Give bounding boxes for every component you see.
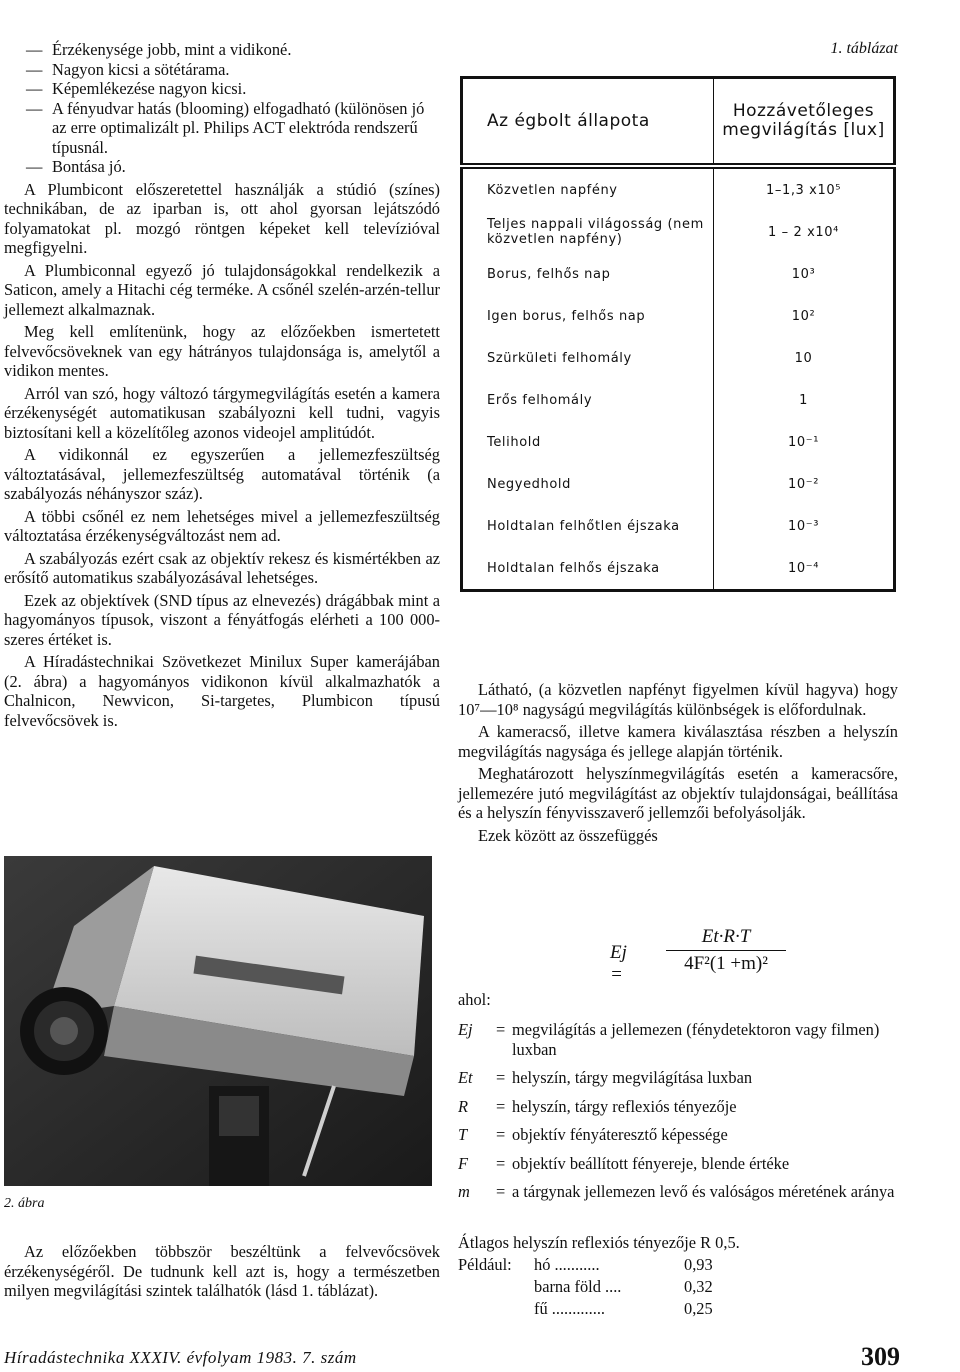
paragraph: Arról van szó, hogy változó tárgymegvilágítás esetén a kamera érzékenységét automatikusan szabályozni kell tudni, vagyis biztosítani kell a közelítőleg azonos videojel amplitúdót.	[4, 383, 440, 442]
ahol-label: ahol:	[458, 990, 491, 1009]
definition-row: Ej = megvilágítás a jellemezen (fénydetektoron vagy filmen) luxban	[458, 1020, 880, 1059]
definition-row: T = objektív fényáteresztő képessége	[458, 1125, 728, 1144]
paragraph: A többi csőnél ez nem lehetséges mivel a jellemezfeszültség változtatása érzékenységváltozást nem ad.	[4, 506, 440, 545]
formula-fraction	[666, 926, 786, 975]
table-row	[462, 463, 895, 505]
paragraph: Látható, (a közvetlen napfényt figyelmen kívül hagyva) hogy 10⁷—10⁸ nagyságú megvilágítás különbségek is előfordulnak.	[458, 680, 898, 719]
left-column	[4, 40, 440, 730]
paragraph: A Plumbicont előszeretettel használják a stúdió (színes) technikában, de az iparban is, ott ahol gyorsan lejátszódó folyamatokat pl. mozgó röntgen képeket kell televízióval megfigyelni.	[4, 179, 440, 257]
table-row	[462, 253, 895, 295]
lux-cell: 10⁻²	[787, 476, 819, 492]
bullet-item: — Bontása jó.	[26, 157, 126, 176]
bullet-item: — Képemlékezése nagyon kicsi.	[26, 79, 247, 98]
table-row	[462, 547, 895, 591]
definition-row: Et = helyszín, tárgy megvilágítása luxban	[458, 1068, 753, 1087]
paragraph: A Híradástechnikai Szövetkezet Minilux Super kamerájában (2. ábra) a hagyományos vidikonon kívül alkalmazhatók a Chalnicon, Newvicon, Si-targetes, Plumbicon típusú felvevőcsövek is.	[4, 652, 440, 730]
bullet-item: — Érzékenysége jobb, mint a vidikoné.	[26, 40, 292, 59]
definition-row: m = a tárgynak jellemezen levő és valóságos méretének aránya	[458, 1182, 895, 1201]
paragraph: Meg kell említenünk, hogy az előzőekben ismertetett felvevőcsöveknek van egy hátrányos tulajdonsága is, amelytől a vidikon mentes.	[4, 322, 440, 380]
table-row	[462, 337, 895, 379]
sky-state-cell: Szürkületi felhomály	[462, 337, 714, 379]
figure-caption: 2. ábra	[4, 1196, 45, 1211]
paragraph: A vidikonnál ez egyszerűen a jellemezfeszültség változtatásával, jellemezfeszültség automatával történik (a szabályozás néhányszor száz).	[4, 445, 440, 503]
table-row	[462, 421, 895, 463]
journal-footer: Híradástechnika XXXIV. évfolyam 1983. 7. szám	[4, 1348, 357, 1367]
bullet-item: — A fényudvar hatás (blooming) elfogadható (különösen jó az erre optimalizált pl. Philips ACT elektróda rendszerű típusnál.	[26, 98, 425, 157]
lux-cell: 10³	[791, 266, 816, 282]
formula-numerator: Et·R·T	[666, 926, 786, 951]
header-sky-state: Az égbolt állapota	[462, 78, 714, 167]
lux-cell: 10	[794, 350, 813, 366]
paragraph: A szabályozás ezért csak az objektív rekesz és kismértékben az erősítő automatikus szabályozásával lehetséges.	[4, 548, 440, 587]
lux-cell: 1–1,3 x10⁵	[765, 182, 842, 198]
sky-state-cell: Teljes nappali világosság (nem közvetlen napfény)	[462, 211, 714, 253]
paragraph: Ezek az objektívek (SND típus az elnevezés) drágábbak mint a hagyományos típusok, viszont a fényátfogás elérheti a 100 000-szeres értéket is.	[4, 590, 440, 649]
lux-cell: 1 – 2 x10⁴	[768, 224, 839, 240]
lux-cell: 10⁻¹	[787, 434, 819, 450]
paragraph: Ezek között az összefüggés	[478, 825, 658, 845]
sky-state-cell: Holdtalan felhős éjszaka	[462, 547, 714, 591]
sky-state-cell: Telihold	[462, 421, 714, 463]
table-header-row	[462, 78, 895, 167]
table-row	[462, 166, 895, 211]
sky-state-cell: Közvetlen napfény	[462, 166, 714, 211]
formula-lhs: Ej =	[610, 942, 627, 985]
lux-cell: 10²	[791, 308, 816, 324]
bullet-item: — Nagyon kicsi a sötétárama.	[26, 59, 230, 79]
sky-state-cell: Borus, felhős nap	[462, 253, 714, 295]
table-row	[462, 379, 895, 421]
header-illumination: Hozzávetőleges megvilágítás [lux]	[714, 78, 895, 167]
definition-row: F = objektív beállított fényereje, blende értéke	[458, 1153, 790, 1173]
illumination-table	[460, 76, 896, 592]
paragraph: A Plumbiconnal egyező jó tulajdonságokkal rendelkezik a Saticon, amely a Hitachi cég terméke. A csőnél szelén-arzén-tellur jellemezt alkalmaznak.	[4, 260, 440, 319]
example-row: barna föld .... 0,32	[534, 1277, 713, 1296]
example-row: fű ............. 0,25	[534, 1299, 713, 1318]
lux-cell: 1	[799, 392, 808, 408]
paragraph: A kameracső, illetve kamera kiválasztása részben a helyszín megvilágítás nagysága és jellege alapján történik.	[458, 722, 898, 761]
average-reflection: Átlagos helyszín reflexiós tényezője R 0,5.	[458, 1233, 740, 1252]
sky-state-cell: Holdtalan felhőtlen éjszaka	[462, 505, 714, 547]
sky-state-cell: Erős felhomály	[462, 379, 714, 421]
table-caption: 1. táblázat	[830, 40, 898, 57]
table-row	[462, 295, 895, 337]
example-row: Például: hó ........... 0,93	[458, 1255, 713, 1274]
definition-row: R = helyszín, tárgy reflexiós tényezője	[458, 1096, 737, 1116]
camera-photo	[4, 856, 432, 1186]
page-number: 309	[861, 1342, 900, 1371]
lux-cell: 10⁻³	[787, 518, 819, 534]
lux-cell: 10⁻⁴	[787, 560, 819, 576]
paragraph: Meghatározott helyszínmegvilágítás esetén a kameracsőre, jellemezére jutó megvilágítást az objektív tulajdonságai, beállítása és a helyszín fényvisszaverő jellemzői befolyásolják.	[458, 764, 898, 822]
left-bottom-text	[4, 1242, 440, 1301]
table-row	[462, 505, 895, 547]
formula-denominator: 4F²(1 +m)²	[684, 953, 768, 974]
sky-state-cell: Negyedhold	[462, 463, 714, 505]
reflection-examples	[458, 1232, 898, 1320]
definitions-list	[458, 1020, 898, 1211]
paragraph: Az előzőekben többször beszéltünk a felvevőcsövek érzékenységéről. De tudnunk kell azt is, hogy a természetben milyen megvilágítási szintek találhatók (lásd 1. táblázat).	[4, 1242, 440, 1300]
table-row	[462, 211, 895, 253]
right-column	[458, 680, 898, 845]
sky-state-cell: Igen borus, felhős nap	[462, 295, 714, 337]
